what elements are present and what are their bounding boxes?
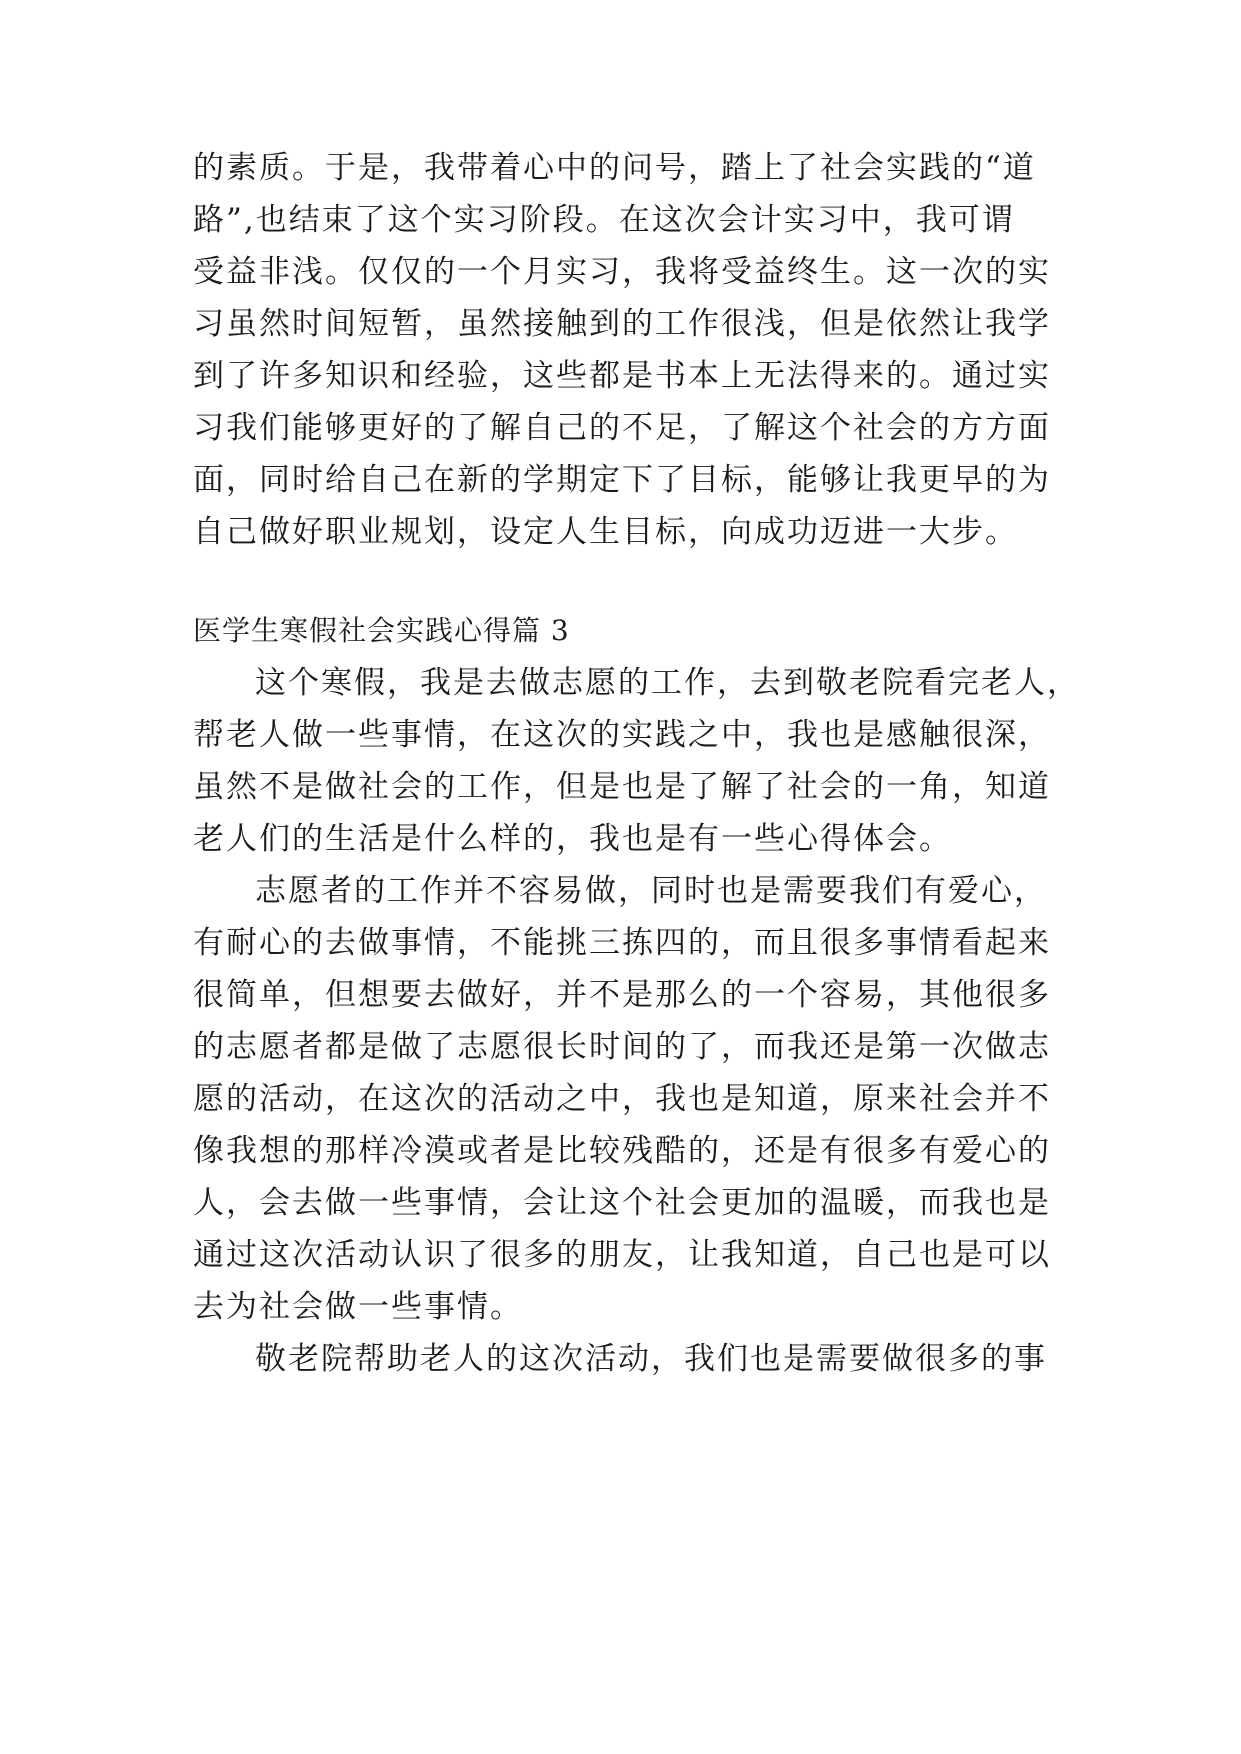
text-line: 的素质。于是，我带着心中的问号，踏上了社会实践的“道 xyxy=(193,150,1036,186)
text-line: 很简单，但想要去做好，并不是那么的一个容易，其他很多 xyxy=(193,977,1051,1013)
text-line: 自己做好职业规划，设定人生目标，向成功迈进一大步。 xyxy=(193,514,1018,550)
text-line: 受益非浅。仅仅的一个月实习，我将受益终生。这一次的实 xyxy=(193,254,1051,290)
text-line: 虽然不是做社会的工作，但是也是了解了社会的一角，知道 xyxy=(193,769,1051,805)
text-line: 愿的活动，在这次的活动之中，我也是知道，原来社会并不 xyxy=(193,1081,1051,1117)
text-line: 帮老人做一些事情，在这次的实践之中，我也是感触很深， xyxy=(193,717,1051,753)
text-line: 这个寒假，我是去做志愿的工作，去到敬老院看完老人， xyxy=(255,665,1080,701)
text-line: 路”,也结束了这个实习阶段。在这次会计实习中，我可谓 xyxy=(193,202,1015,238)
text-line: 像我想的那样冷漠或者是比较残酷的，还是有很多有爱心的 xyxy=(193,1133,1051,1169)
text-line: 通过这次活动认识了很多的朋友，让我知道，自己也是可以 xyxy=(193,1237,1051,1273)
text-line: 志愿者的工作并不容易做，同时也是需要我们有爱心， xyxy=(255,873,1047,909)
text-line: 到了许多知识和经验，这些都是书本上无法得来的。通过实 xyxy=(193,358,1051,394)
text-line: 的志愿者都是做了志愿很长时间的了，而我还是第一次做志 xyxy=(193,1029,1051,1065)
text-line: 去为社会做一些事情。 xyxy=(193,1289,523,1325)
text-line: 老人们的生活是什么样的，我也是有一些心得体会。 xyxy=(193,821,952,857)
section-title: 医学生寒假社会实践心得篇 3 xyxy=(193,614,570,647)
text-line: 人，会去做一些事情，会让这个社会更加的温暖，而我也是 xyxy=(193,1185,1051,1221)
text-line: 敬老院帮助老人的这次活动，我们也是需要做很多的事 xyxy=(255,1341,1047,1377)
text-line: 习我们能够更好的了解自己的不足，了解这个社会的方方面 xyxy=(193,410,1051,446)
text-line: 习虽然时间短暂，虽然接触到的工作很浅，但是依然让我学 xyxy=(193,306,1051,342)
text-line: 面，同时给自己在新的学期定下了目标，能够让我更早的为 xyxy=(193,462,1051,498)
text-line: 有耐心的去做事情，不能挑三拣四的，而且很多事情看起来 xyxy=(193,925,1051,961)
